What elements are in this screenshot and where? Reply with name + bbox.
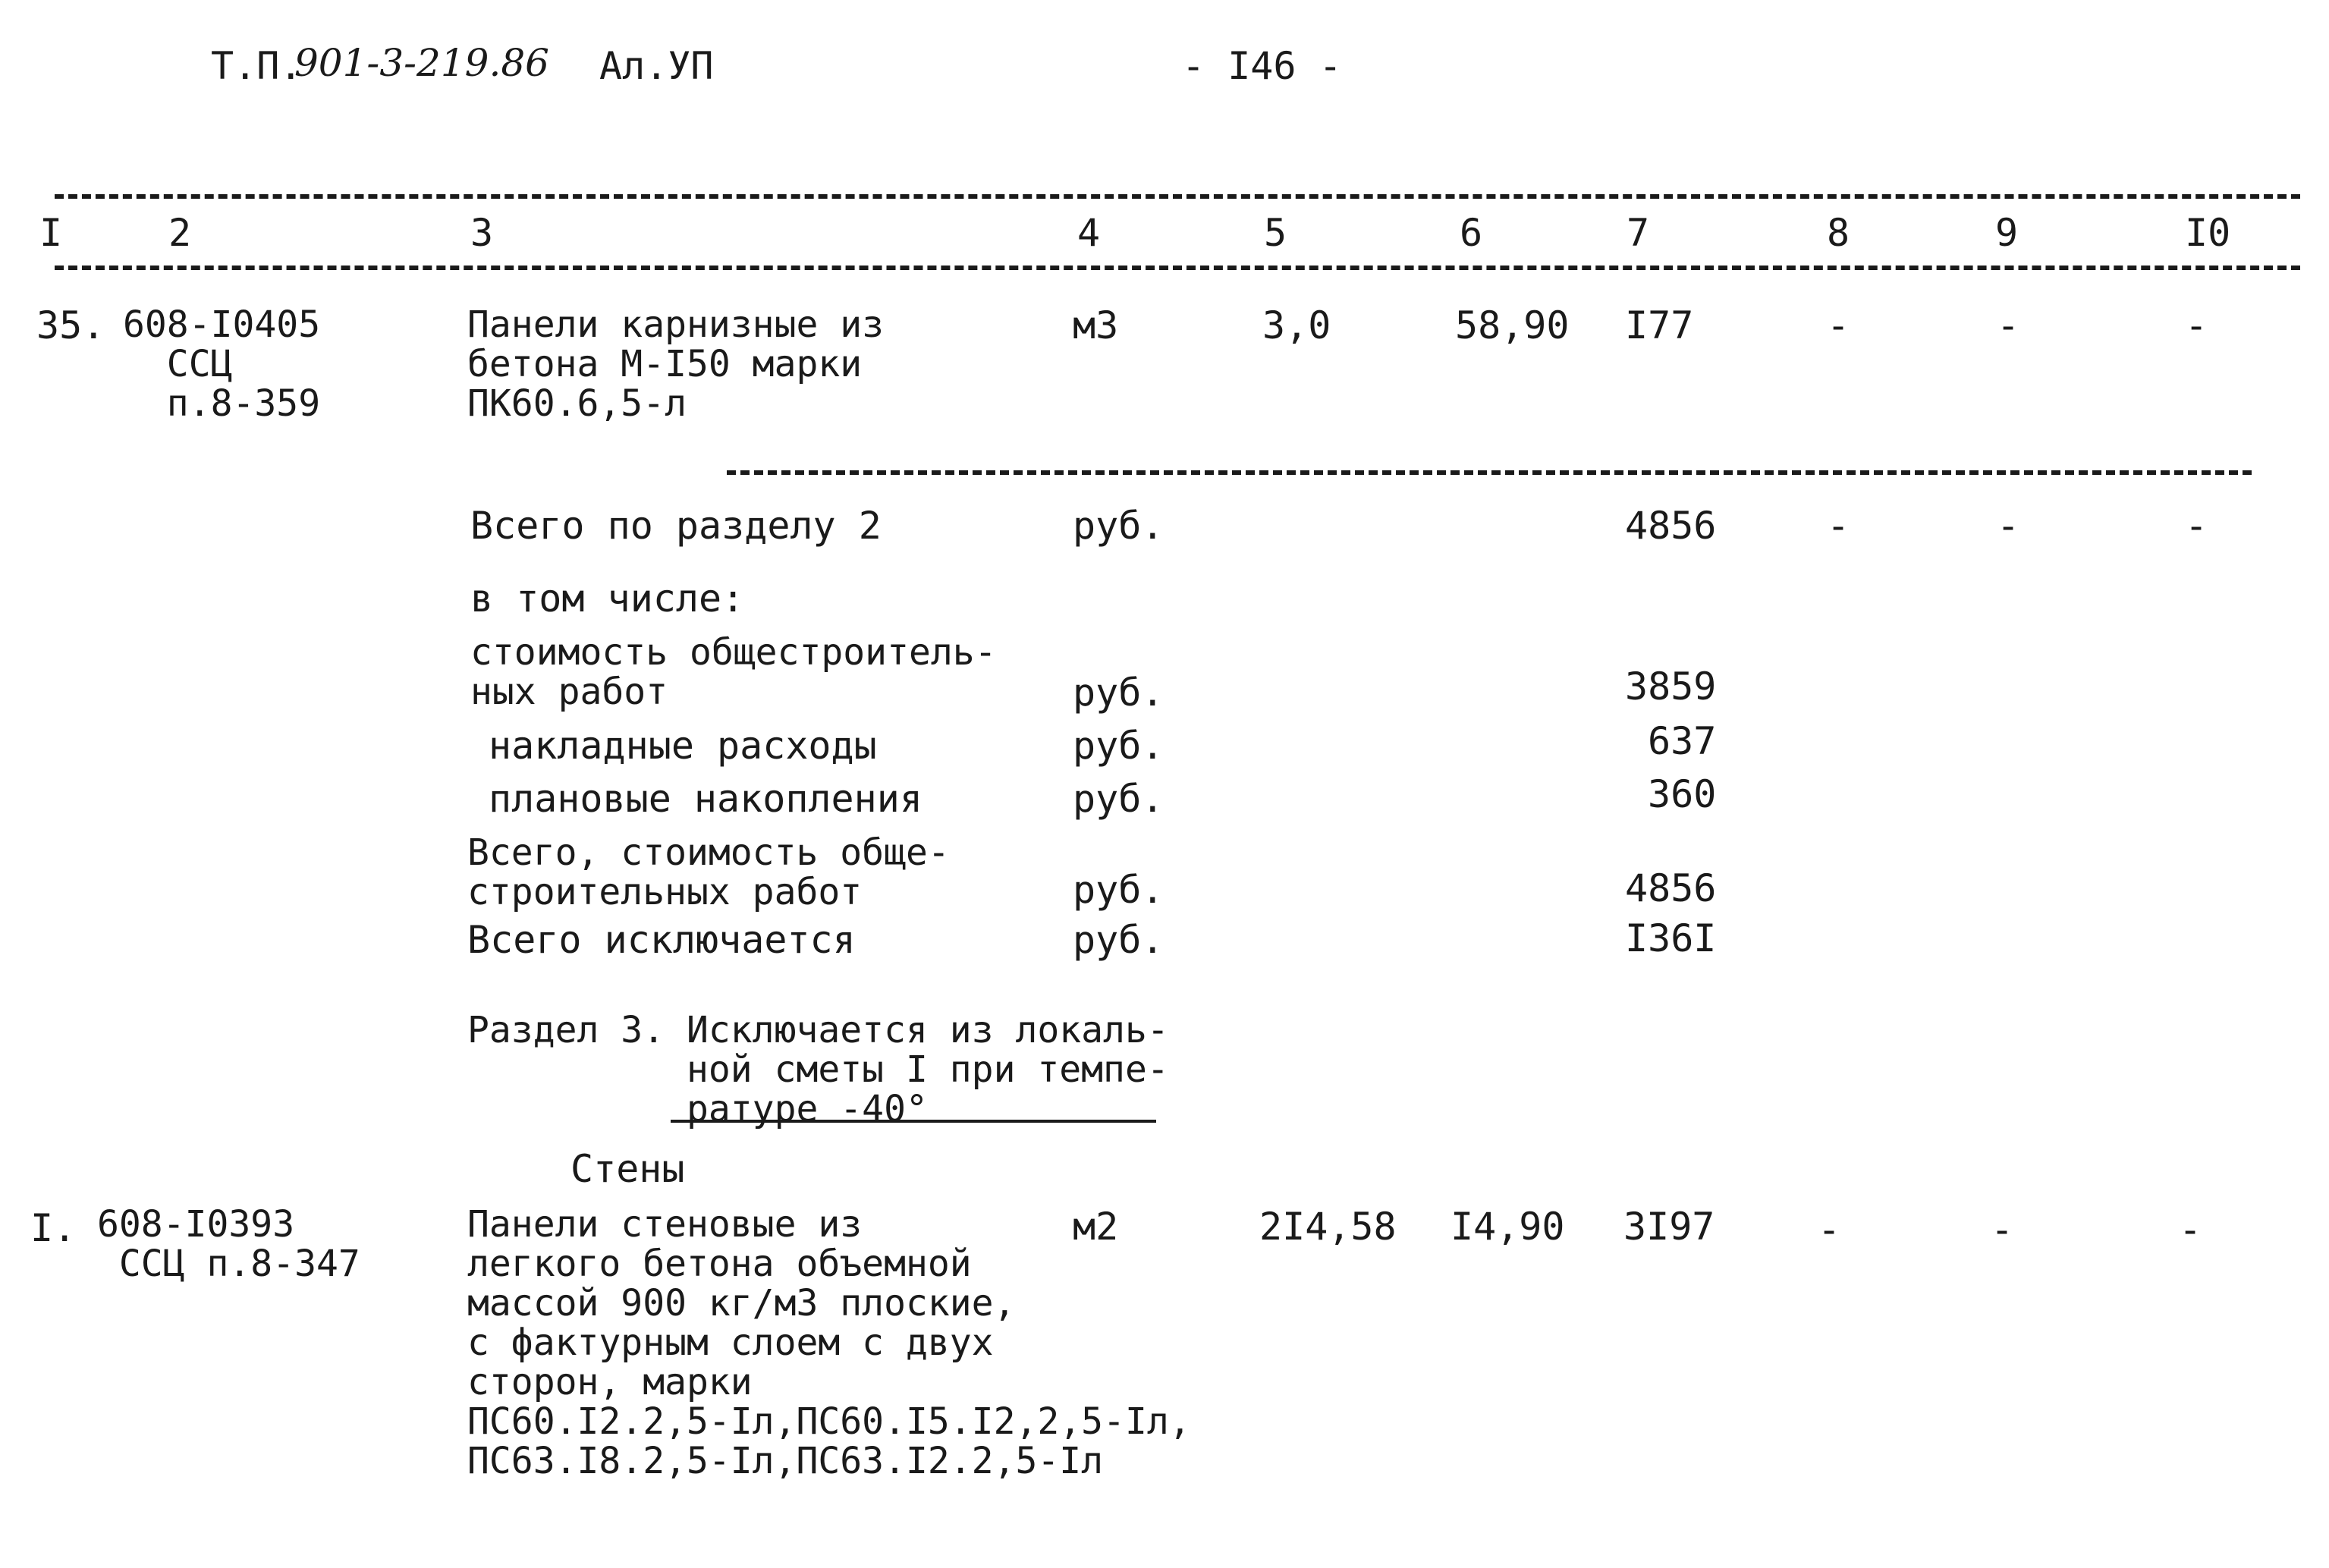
- header-bottom-rule: [55, 266, 2300, 270]
- total-section-label: Всего по разделу 2: [470, 504, 882, 548]
- row1-number: I.: [30, 1206, 77, 1250]
- row35-qty: 3,0: [1262, 303, 1331, 347]
- total-general-unit: руб.: [1073, 868, 1164, 912]
- total-general-label: Всего, стоимость обще- строительных работ: [467, 831, 950, 913]
- tp-prefix: Т.П.: [211, 44, 303, 88]
- overhead-label: накладные расходы: [489, 724, 877, 768]
- page-number: - I46 -: [1182, 44, 1342, 88]
- header-top-rule: [55, 194, 2300, 199]
- col-header-2: 2: [168, 211, 192, 255]
- col-header-8: 8: [1827, 211, 1850, 255]
- savings-value: 360: [1648, 772, 1717, 816]
- col-header-6: 6: [1460, 211, 1483, 255]
- col-header-9: 9: [1995, 211, 2019, 255]
- row35-price: 58,90: [1455, 303, 1570, 347]
- row1-total: 3I97: [1623, 1205, 1715, 1249]
- overhead-unit: руб.: [1073, 724, 1164, 768]
- col-header-3: 3: [470, 211, 494, 255]
- excluded-value: I36I: [1625, 916, 1717, 960]
- total-general-value: 4856: [1625, 866, 1717, 910]
- walls-subheading: Стены: [570, 1147, 685, 1191]
- row35-col9: -: [1997, 303, 2020, 347]
- row1-price: I4,90: [1451, 1205, 1565, 1249]
- section3-title: Раздел 3. Исключается из локаль- ной сметы I при темпе- ратуре -40°: [467, 1009, 1169, 1130]
- col-header-7: 7: [1627, 211, 1650, 255]
- col-header-4: 4: [1077, 211, 1101, 255]
- album-label: Ал.УП: [599, 44, 714, 88]
- total-section-value: 4856: [1625, 504, 1717, 548]
- row35-number: 35.: [36, 303, 105, 347]
- row1-code: 608-I0393 ССЦ п.8-347: [97, 1203, 360, 1285]
- savings-unit: руб.: [1073, 777, 1164, 821]
- savings-label: плановые накопления: [489, 777, 922, 821]
- summary-rule: [727, 470, 2252, 475]
- general-works-label: стоимость общестроитель- ных работ: [470, 631, 997, 713]
- row1-col9: -: [1991, 1208, 2014, 1252]
- excluded-unit: руб.: [1073, 918, 1164, 962]
- row35-name: Панели карнизные из бетона М-I50 марки ПК60.6,5-л: [467, 303, 885, 425]
- including-label: в том числе:: [470, 577, 745, 621]
- row35-code: 608-I0405 ССЦ п.8-359: [123, 303, 321, 425]
- total-section-col8: -: [1827, 504, 1850, 548]
- row1-col8: -: [1818, 1208, 1841, 1252]
- row35-unit: м3: [1073, 303, 1119, 347]
- general-works-unit: руб.: [1073, 671, 1164, 715]
- total-section-col10: -: [2185, 504, 2208, 548]
- col-header-5: 5: [1264, 211, 1287, 255]
- overhead-value: 637: [1648, 719, 1717, 763]
- row1-name: Панели стеновые из легкого бетона объемной массой 900 кг/м3 плоские, с фактурным слоем с двух сторон, марки ПС60.I2.2,5-Iл,ПС60.I5.I2,2,5-Iл, ПС63.I8.2,5-Iл,ПС63.I2.2,5-Iл: [467, 1203, 1191, 1482]
- row35-total: I77: [1625, 303, 1694, 347]
- general-works-value: 3859: [1625, 665, 1717, 709]
- total-section-unit: руб.: [1073, 504, 1164, 548]
- row35-col8: -: [1827, 303, 1850, 347]
- section3-underline: [671, 1120, 1156, 1123]
- total-section-col9: -: [1997, 504, 2020, 548]
- row1-col10: -: [2179, 1208, 2202, 1252]
- row35-col10: -: [2185, 303, 2208, 347]
- row1-qty: 2I4,58: [1259, 1205, 1397, 1249]
- col-header-10: I0: [2185, 211, 2231, 255]
- project-code: 901-3-219.86: [294, 41, 549, 85]
- excluded-label: Всего исключается: [467, 918, 856, 962]
- col-header-1: I: [39, 211, 63, 255]
- row1-unit: м2: [1073, 1205, 1119, 1249]
